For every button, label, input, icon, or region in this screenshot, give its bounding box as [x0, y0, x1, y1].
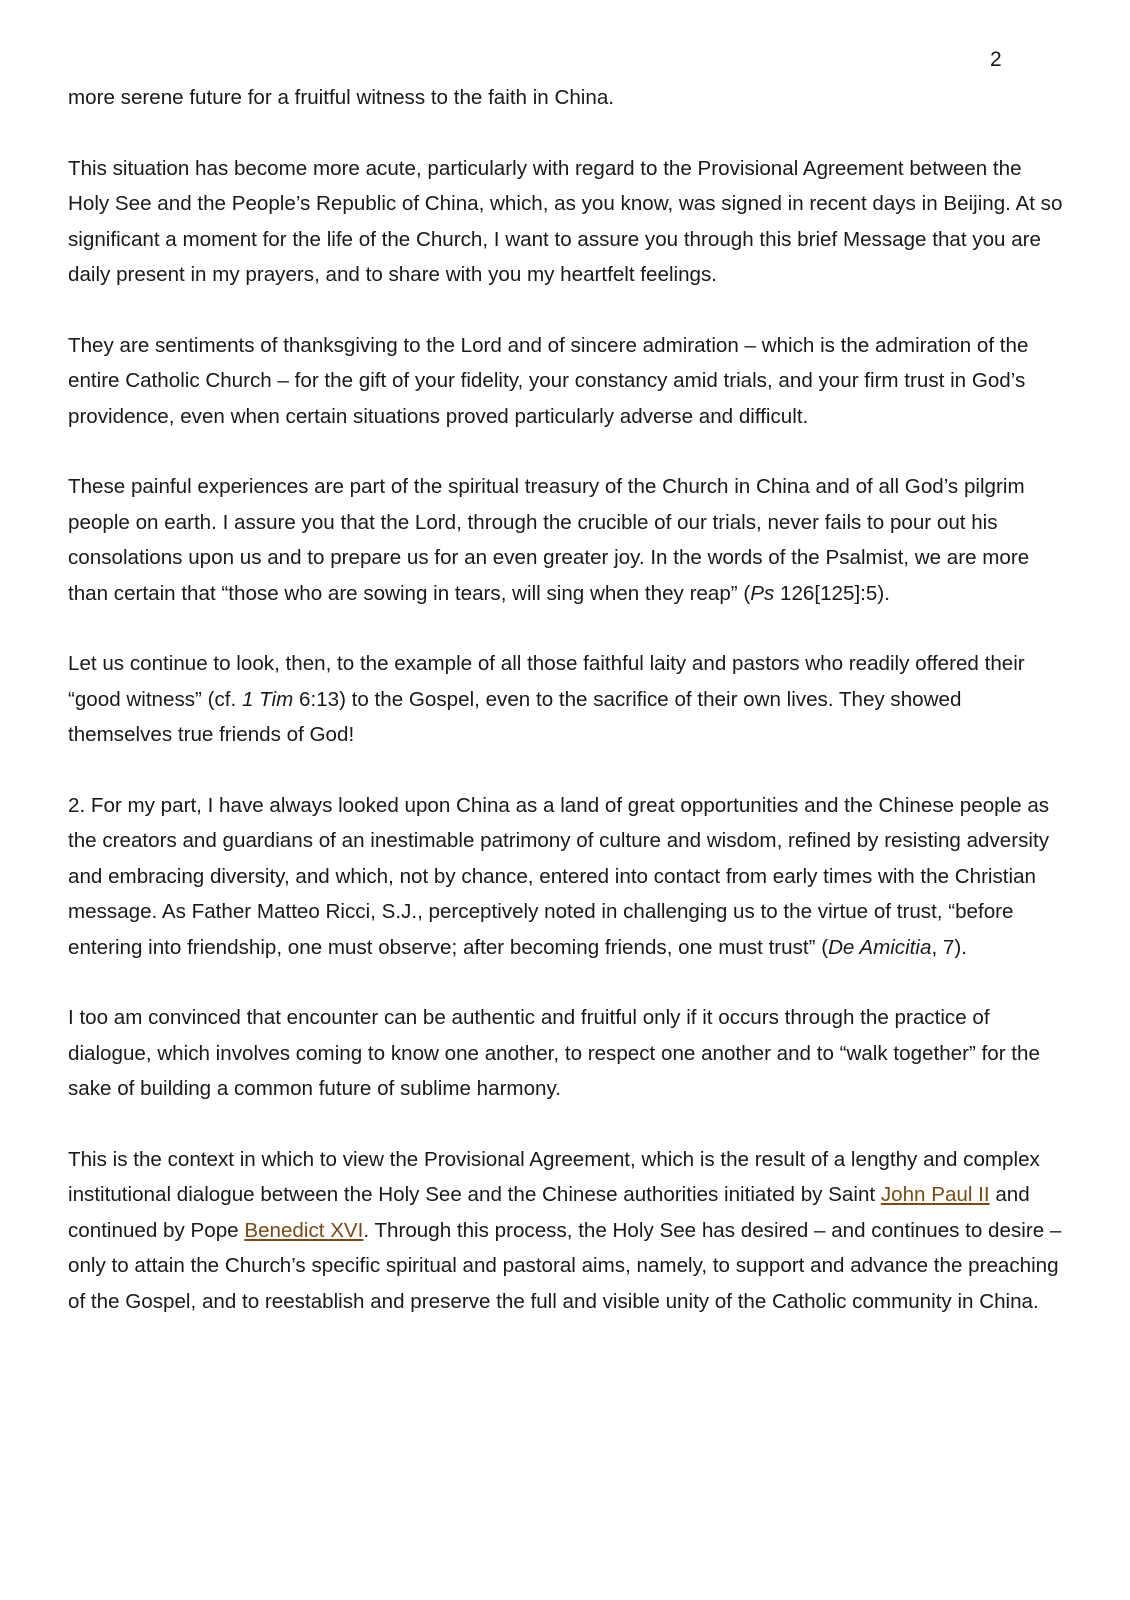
paragraph-text-end: . Through this process, the Holy See has desired – and continues to desire – only to attain the Church’s specific spiritual and pastoral aims, namely, to support and advance the preaching of the Gospel, and to reestablish and preserve the full and visible unity of the Catholic community in China.: [68, 1218, 1062, 1313]
paragraph-dialogue: I too am convinced that encounter can be authentic and fruitful only if it occurs through the practice of dialogue, which involves coming to know one another, to respect one another and to “walk together” for the sake of building a common future of sublime harmony.: [68, 1006, 1040, 1101]
link-benedict-xvi[interactable]: Benedict XVI: [244, 1218, 364, 1242]
paragraph-china-opportunities: [68, 788, 1068, 965]
page-number: 2: [990, 48, 1002, 71]
paragraph-text: 2. For my part, I have always looked upon China as a land of great opportunities and the Chinese people as the creators and guardians of an inestimable patrimony of culture and wisdom, refined by resisting adversity and embracing diversity, and which, not by chance, entered into contact from early times with the Christian message. As Father Matteo Ricci, S.J., perceptively noted in challenging us to the virtue of trust, “before entering into friendship, one must observe; after becoming friends, one must trust” (: [68, 794, 1050, 959]
paragraph-painful-experiences: [68, 469, 1068, 611]
paragraph-text-end: 6:13) to the Gospel, even to the sacrifice of their own lives. They showed themselves true friends of God!: [68, 687, 962, 747]
paragraph-text: This is the context in which to view the Provisional Agreement, which is the result of a lengthy and complex institutional dialogue between the Holy See and the Chinese authorities initiated by Saint: [68, 1148, 1040, 1207]
citation-timothy: 1 Tim: [241, 687, 294, 711]
paragraph-provisional-agreement: This situation has become more acute, particularly with regard to the Provisional Agreement between the Holy See and the People’s Republic of China, which, as you know, was signed in recent days in Beijing. At so significant a moment for the life of the Church, I want to assure you through this brief Message that you are daily present in my prayers, and to share with you my heartfelt feelings.: [68, 156, 1063, 287]
citation-de-amicitia: De Amicitia: [828, 935, 932, 959]
paragraph-good-witness: [68, 646, 1068, 752]
citation-psalm: Ps: [750, 581, 775, 605]
document-body: [68, 80, 1068, 1319]
paragraph-text: Let us continue to look, then, to the example of all those faithful laity and pastors who readily offered their “good witness” (cf.: [68, 652, 1025, 711]
paragraph-thanksgiving: They are sentiments of thanksgiving to the Lord and of sincere admiration – which is the admiration of the entire Catholic Church – for the gift of your fidelity, your constancy amid trials, and your firm trust in God’s providence, even when certain situations proved particularly adverse and difficult.: [68, 333, 1029, 428]
paragraph-text-middle: and continued by Pope: [68, 1183, 1030, 1242]
paragraph-text-end: 126[125]:5).: [774, 581, 890, 605]
paragraph-context: [68, 1142, 1068, 1319]
paragraph-text-end: , 7).: [931, 935, 967, 959]
link-john-paul-ii[interactable]: John Paul II: [880, 1183, 990, 1207]
paragraph-continuation: more serene future for a fruitful witness to the faith in China.: [68, 86, 615, 109]
paragraph-text: These painful experiences are part of the spiritual treasury of the Church in China and of all God’s pilgrim people on earth. I assure you that the Lord, through the crucible of our trials, never fails to pour out his consolations upon us and to prepare us for an even greater joy. In the words of the Psalmist, we are more than certain that “those who are sowing in tears, will sing when they reap” (: [68, 475, 1030, 605]
